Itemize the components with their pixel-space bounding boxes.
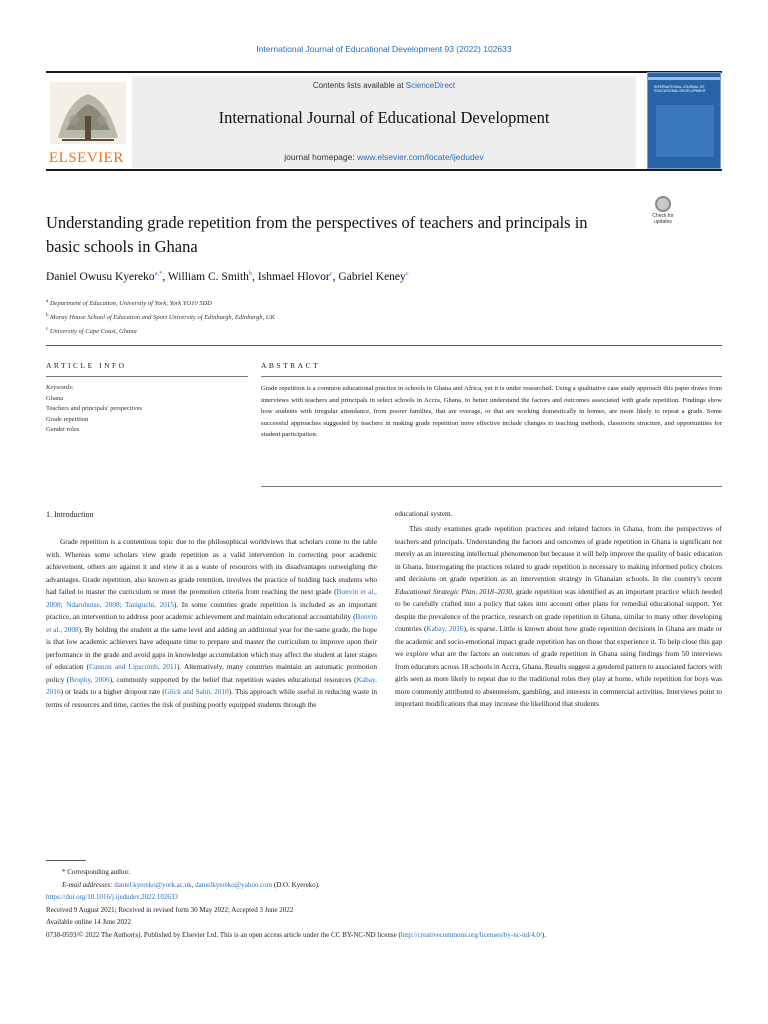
check-for-updates-button[interactable] <box>647 195 679 231</box>
email-link[interactable]: danielkyereko@yahoo.com <box>195 880 273 889</box>
intro-paragraph <box>46 536 377 711</box>
section-divider <box>46 345 722 346</box>
keywords-label: Keywords: <box>46 384 74 391</box>
email-separator: , <box>191 880 196 889</box>
publisher-wordmark: ELSEVIER <box>49 150 124 166</box>
doi-link[interactable]: https://doi.org/10.1016/j.ijedudev.2022.102633 <box>46 893 178 901</box>
body-column-left <box>46 536 377 711</box>
keyword-item: Teachers and principals' perspectives <box>46 405 143 412</box>
body-text: ). In some countries grade repetition is included as an important practice, an intervention to address poor academic achievement and maintain educational accountability ( <box>46 599 377 621</box>
affiliation-marker: a <box>46 299 49 304</box>
citation-link[interactable]: Kabay, 2016 <box>426 624 464 633</box>
cover-stripe <box>648 77 720 80</box>
journal-homepage-link[interactable]: www.elsevier.com/locate/ijedudev <box>357 152 484 162</box>
cover-title: INTERNATIONAL JOURNAL OF EDUCATIONAL DEVELOPMENT <box>654 85 706 94</box>
corresponding-author-note: * Corresponding author. <box>62 868 130 876</box>
abstract-rule <box>261 376 722 377</box>
citation-link[interactable]: Glick and Sahn, 2010 <box>164 687 229 696</box>
citation-link[interactable]: Bonvin et al., 2008; Ndaruhutse, 2008; Taniguchi, 2015 <box>46 587 377 609</box>
affiliation-text: University of Cape Coast, Ghana <box>49 328 137 336</box>
contents-prefix: Contents lists available at <box>312 81 406 90</box>
crossmark-icon <box>655 196 671 212</box>
body-column-right <box>395 523 722 711</box>
footnotes <box>46 866 722 941</box>
abstract-bottom-rule <box>261 486 722 487</box>
author-affil-link[interactable]: b <box>248 270 253 277</box>
affiliation-text: Moray House School of Education and Sport University of Edinburgh, Edinburgh, UK <box>50 314 275 322</box>
footnote-rule <box>46 860 86 861</box>
author-affil-link[interactable]: c <box>405 270 409 277</box>
body-text: ) or leads to a higher dropout rate ( <box>60 687 165 696</box>
abstract-text: Grade repetition is a common educational practice in schools in Ghana and Africa, yet it is under researched. Using a qualitative case study approach this paper draws from interviews with teachers and principals in select schools in Accra, Ghana, to better understand the factors and outcomes associated with grade repetition. Findings show how students with irregular attendance, from poorer families, that are overage, or that are working domestically in homes, are more likely to repeat a grade. Some successful approaches suggested by teachers in making grade repetition more effective include changes to teaching methods, classroom structure, and opportunities for student participation. <box>261 385 722 439</box>
affiliation-item <box>46 310 275 324</box>
body-text: This study examines grade repetition practices and related factors in Ghana, from the perspectives of teachers and principals. Understanding the factors and outcomes of grade repetition in Ghana is significant not merely as an interesting intellectual phenomenon but because it will help improve the quality of basic education in Ghana. Interrogating the practices related to grade repetition is necessary to making informed policy choices and decisions on grade repetition as an intervention strategy in Ghanaian schools. In the country's recent <box>395 524 722 583</box>
crossmark-line1: Check for <box>652 213 674 219</box>
section-heading-introduction: 1. Introduction <box>46 510 94 519</box>
license-text: 0738-0593/© 2022 The Author(s). Published by Elsevier Ltd. This is an open access article under the CC BY-NC-ND license ( <box>46 930 401 939</box>
email-label: E-mail addresses: <box>62 880 113 889</box>
author-separator: , <box>252 270 258 283</box>
author-name: William C. Smith <box>167 270 249 283</box>
abstract-heading: ABSTRACT <box>261 361 321 370</box>
license-suffix: ). <box>541 930 546 939</box>
keyword-item: Grade repetition <box>46 415 89 423</box>
affiliation-item <box>46 324 275 338</box>
article-info-heading: ARTICLE INFO <box>46 361 127 370</box>
email-link[interactable]: daniel.kyereko@york.ac.uk <box>114 880 192 889</box>
body-text: ), is sparse. Little is known about how grade repetition decisions in Ghana are made or the academic and socio-emotional impact grade repetition has on those that experience it. To help close this gap we explore what are the factors an outcomes of grade repetition in Ghana using findings from 50 interviews from educators across 18 schools in Accra, Ghana. Results suggest a gendered pattern to associated factors with girls seen as more likely to repeat due to the traditional roles they play at home, while repetition for boys was more commonly attributed to absenteeism, gambling, and interests in commercial activities. Interviews point to important modifications that may increase the likelihood that students <box>395 624 723 708</box>
homepage-line <box>132 152 636 162</box>
author-name: Ishmael Hlovor <box>257 270 330 283</box>
license-link[interactable]: http://creativecommons.org/licenses/by-nc-nd/4.0/ <box>400 930 542 939</box>
body-text: , grade repetition was identified as an important practice which needed to be carefully crafted into a policy that takes into account other plans for remedial educational support. Yet despite the prevalence of the practice, research on grade repetition in Ghana, similar to many other developing countries ( <box>395 586 722 633</box>
citation-link[interactable]: Bonvin et al., 2008 <box>46 612 377 634</box>
affiliation-marker: c <box>46 327 49 333</box>
author-separator: , <box>162 270 168 283</box>
keyword-item: Ghana <box>46 394 63 402</box>
author-separator: , <box>332 270 339 283</box>
email-line <box>46 879 722 892</box>
cover-artwork <box>656 105 714 157</box>
author-name: Daniel Owusu Kyereko <box>46 270 155 283</box>
homepage-prefix: journal homepage: <box>284 152 358 162</box>
online-date: Available online 14 June 2022 <box>46 918 132 926</box>
body-text: ). By holding the student at the same level and adding an additional year for the same grade, the hope is that low academic achievers have adequate time to prepare and master the curriculum to improve upon their performance in the grade and avoid gaps in knowledge accumulation which may affect the student at later stages of education ( <box>46 624 377 671</box>
italic-text: Educational Strategic Plan, 2018–2030 <box>395 586 512 596</box>
body-text: ). Alternatively, many countries maintain an automatic promotion policy ( <box>46 662 377 684</box>
received-dates: Received 9 August 2021; Received in revised form 30 May 2022; Accepted 3 June 2022 <box>46 905 294 914</box>
email-suffix: (D.O. Kyereko). <box>272 880 320 889</box>
contents-line <box>132 81 636 90</box>
citation-link[interactable]: Cannon and Lipscomb, 2011 <box>89 662 177 671</box>
body-text: Grade repetition is a contentious topic due to the philosophical worldviews that scholars come to the table with. Whereas some scholars view grade repetition as a valid intervention in correcting poor academic achievement, others are against it and view it as a waste of resources with its disadvantages outweighing the advantages. Grade repetition, also known as grade retention, involves the practice of holding back students who had failed to master the curriculum or meet the promotion criteria from reaching the next grade ( <box>46 537 377 596</box>
article-title: Understanding grade repetition from the perspectives of teachers and principals in basic schools in Ghana <box>46 213 588 256</box>
citation-link[interactable]: Kabay, 2016 <box>46 674 377 696</box>
crossmark-label <box>647 214 679 225</box>
affiliation-item <box>46 296 275 310</box>
author-name: Gabriel Keney <box>338 270 406 283</box>
author-affil-link[interactable]: c <box>329 270 333 277</box>
header-bottom-rule <box>46 169 722 171</box>
intro-paragraph <box>395 523 722 711</box>
journal-title: International Journal of Educational Development <box>218 108 550 127</box>
journal-cover-thumbnail[interactable] <box>647 72 721 169</box>
body-text: ), commonly supported by the belief that repetition wastes educational resources ( <box>109 674 357 684</box>
right-column-continuation: educational system. <box>395 509 453 518</box>
affiliations <box>46 296 275 338</box>
keyword-item: Gender roles <box>46 426 80 433</box>
crossmark-line2: updates <box>654 218 672 225</box>
header-top-rule <box>46 71 722 73</box>
author-list <box>46 270 409 283</box>
keywords-block <box>46 383 142 436</box>
sciencedirect-link[interactable]: ScienceDirect <box>405 81 456 90</box>
citation-link[interactable]: Brophy, 2006 <box>69 674 110 684</box>
affiliation-marker: b <box>46 313 49 319</box>
body-text: ). This approach while useful in reducing waste in terms of resources and time, carries the risk of pushing poorly equipped students through the <box>46 687 378 709</box>
journal-citation-link[interactable]: International Journal of Educational Development 93 (2022) 102633 <box>256 44 512 54</box>
info-rule <box>46 376 248 377</box>
author-affil-link[interactable]: a,* <box>154 270 163 277</box>
license-line <box>46 929 722 942</box>
affiliation-text: Department of Education, University of York, York YO10 5DD <box>49 300 212 308</box>
